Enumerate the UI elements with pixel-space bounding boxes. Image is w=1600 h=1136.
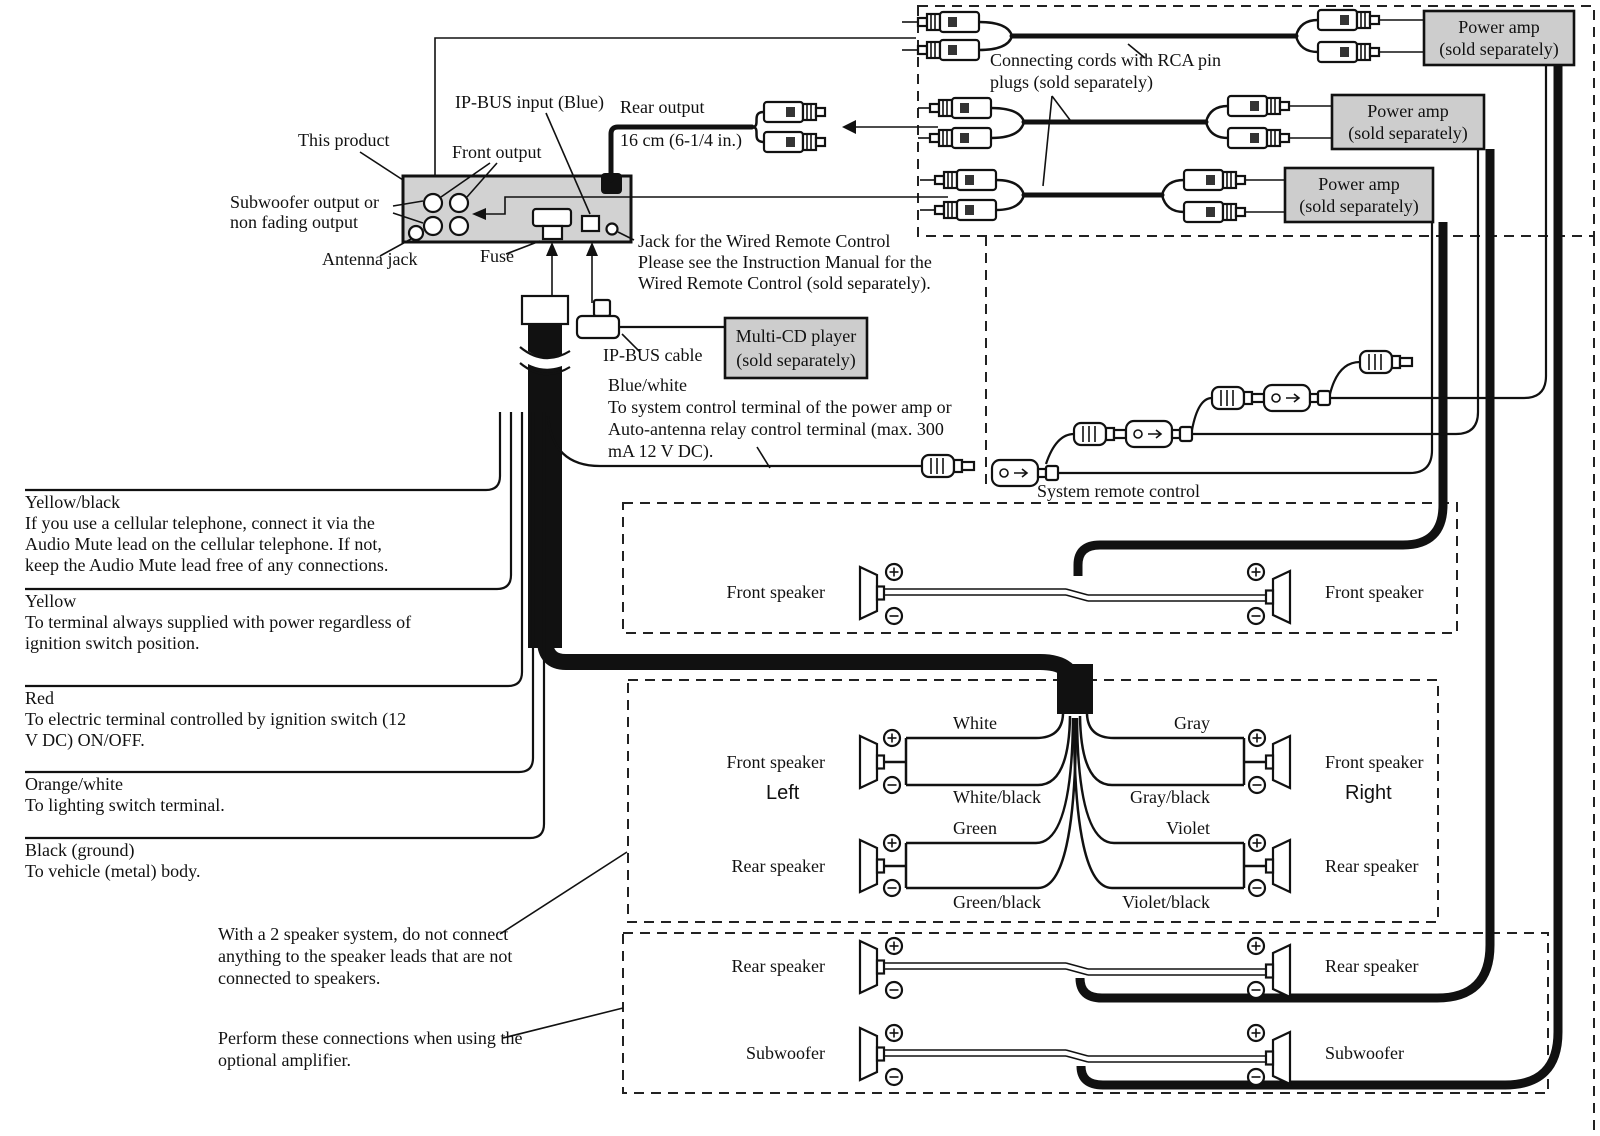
- rca-plug-icon: [764, 132, 825, 152]
- subwoofer-output-label-1: Subwoofer output or: [230, 192, 379, 212]
- rca-plug-icon: [1228, 128, 1289, 148]
- fuse-label: Fuse: [480, 246, 515, 266]
- plus-icon: [886, 938, 902, 954]
- two-speaker-note-3: connected to speakers.: [218, 968, 381, 988]
- speaker-icon: [1266, 1032, 1290, 1084]
- front-speaker-right-label: Front speaker: [1325, 752, 1424, 772]
- lead-name: Orange/white: [25, 774, 123, 794]
- rca-plug-icon: [1228, 96, 1289, 116]
- spade-connector-icon: [1360, 351, 1412, 373]
- harness-connector: [522, 296, 568, 324]
- lead-desc: If you use a cellular telephone, connect it via the: [25, 513, 375, 533]
- subwoofer-output-label-2: non fading output: [230, 212, 358, 232]
- minus-icon: [1249, 777, 1265, 793]
- rca-plug-icon: [1184, 202, 1245, 222]
- rca-plug-icon: [930, 98, 991, 118]
- wire-label-green-black: Green/black: [953, 892, 1041, 912]
- front-output-jack-r: [450, 194, 468, 212]
- minus-icon: [1248, 982, 1264, 998]
- wire-label-violet: Violet: [1166, 818, 1210, 838]
- rca-plug-icon: [918, 12, 979, 32]
- minus-icon: [1248, 608, 1264, 624]
- system-remote-chain: [992, 351, 1412, 501]
- lead-name: Yellow: [25, 591, 77, 611]
- minus-icon: [1248, 1069, 1264, 1085]
- minus-icon: [886, 608, 902, 624]
- subwoofer-left-label: Subwoofer: [746, 1043, 825, 1063]
- lead-desc: keep the Audio Mute lead free of any connections.: [25, 555, 389, 575]
- speaker-icon: [1266, 736, 1290, 788]
- plus-icon: [884, 730, 900, 746]
- rear-speaker-left-label: Rear speaker: [731, 856, 825, 876]
- up-arrow-icon: [586, 242, 598, 256]
- speaker-icon: [860, 736, 884, 788]
- subwoofer-output-jack-r: [450, 217, 468, 235]
- up-arrow-icon: [546, 242, 558, 256]
- minus-icon: [884, 880, 900, 896]
- front-speaker-right-label: Front speaker: [1325, 582, 1424, 602]
- lead-name: Red: [25, 688, 54, 708]
- blue-white-label-1: Blue/white: [608, 375, 687, 395]
- power-amp-3-label-1: Power amp: [1318, 174, 1400, 194]
- plus-icon: [886, 564, 902, 580]
- wired-remote-label-1: Jack for the Wired Remote Control: [638, 231, 891, 251]
- wire-gray: [1087, 714, 1244, 738]
- plus-icon: [1248, 564, 1264, 580]
- blue-white-label-3: Auto-antenna relay control terminal (max. 300: [608, 419, 944, 439]
- left-side-label: Left: [766, 782, 800, 804]
- front-output-jack-l: [424, 194, 442, 212]
- wire-label-white-black: White/black: [953, 787, 1041, 807]
- system-remote-label: System remote control: [1037, 481, 1200, 501]
- speaker-icon: [860, 840, 884, 892]
- head-unit-labels: [230, 92, 932, 294]
- rca-plug-icon: [1318, 42, 1379, 62]
- speaker-icon: [1266, 840, 1290, 892]
- this-product-label: This product: [298, 130, 390, 150]
- minus-icon: [886, 1069, 902, 1085]
- lead-desc: Audio Mute lead on the cellular telephone. If not,: [25, 534, 382, 554]
- wire-label-gray: Gray: [1174, 713, 1210, 733]
- antenna-jack-label: Antenna jack: [322, 249, 418, 269]
- plus-icon: [1248, 938, 1264, 954]
- speaker-cable-bundle: [1057, 664, 1093, 714]
- multi-cd-label-1: Multi-CD player: [735, 326, 857, 346]
- plus-icon: [1248, 1025, 1264, 1041]
- front-speaker-zone: [623, 503, 1457, 633]
- rca-cords-section: [902, 10, 1574, 222]
- rear-output-label: Rear output: [620, 97, 705, 117]
- power-amp-1-label-2: (sold separately): [1439, 39, 1559, 59]
- blue-white-label-4: mA 12 V DC).: [608, 441, 714, 461]
- four-speaker-section: [727, 713, 1424, 912]
- two-speaker-note-1: With a 2 speaker system, do not connect: [218, 924, 509, 944]
- wired-remote-jack: [607, 224, 618, 235]
- rca-plug-icon: [935, 170, 996, 190]
- lead-desc: To terminal always supplied with power regardless of: [25, 612, 412, 632]
- wire-label-gray-black: Gray/black: [1130, 787, 1210, 807]
- spade-connector-icon: [922, 455, 974, 477]
- optional-amp-note-2: optional amplifier.: [218, 1050, 351, 1070]
- subwoofer-right-label: Subwoofer: [1325, 1043, 1404, 1063]
- amp-speaker-section: [732, 938, 1419, 1085]
- wired-remote-label-2: Please see the Instruction Manual for the: [638, 252, 932, 272]
- speaker-icon: [1266, 571, 1290, 623]
- speaker-icon: [860, 941, 884, 993]
- rca-plug-icon: [918, 40, 979, 60]
- two-speaker-note-2: anything to the speaker leads that are not: [218, 946, 513, 966]
- rear-output-split: [752, 112, 764, 142]
- lead-desc: To vehicle (metal) body.: [25, 861, 201, 881]
- rca-plug-icon: [764, 102, 825, 122]
- front-output-label: Front output: [452, 142, 542, 162]
- minus-icon: [884, 777, 900, 793]
- speaker-icon: [860, 1028, 884, 1080]
- rca-plug-icon: [930, 128, 991, 148]
- minus-icon: [1249, 880, 1265, 896]
- power-amp-2-label-2: (sold separately): [1348, 123, 1468, 143]
- optional-amp-note-1: Perform these connections when using the: [218, 1028, 523, 1048]
- spade-connector-icon: [1264, 385, 1330, 411]
- wired-remote-label-3: Wired Remote Control (sold separately).: [638, 273, 931, 293]
- ip-bus-input-label: IP-BUS input (Blue): [455, 92, 605, 112]
- antenna-jack: [409, 226, 423, 240]
- rear-speaker-right-label: Rear speaker: [1325, 956, 1419, 976]
- rca-plug-icon: [935, 200, 996, 220]
- rca-plug-icon: [1318, 10, 1379, 30]
- right-side-label: Right: [1345, 782, 1392, 804]
- lead-desc: V DC) ON/OFF.: [25, 730, 145, 750]
- plus-icon: [1249, 730, 1265, 746]
- left-arrow-icon: [842, 120, 856, 134]
- power-amp-3-label-2: (sold separately): [1299, 196, 1419, 216]
- lead-desc: ignition switch position.: [25, 633, 200, 653]
- rear-speaker-left-label: Rear speaker: [731, 956, 825, 976]
- speaker-icon: [1266, 945, 1290, 997]
- lead-name: Black (ground): [25, 840, 135, 860]
- front-speaker-left-label: Front speaker: [726, 752, 825, 772]
- front-speaker-left-label: Front speaker: [726, 582, 825, 602]
- lead-desc: To electric terminal controlled by ignition switch (12: [25, 709, 407, 729]
- harness-to-speakers: [545, 640, 1075, 712]
- multi-cd-label-2: (sold separately): [736, 350, 856, 370]
- wire-label-white: White: [953, 713, 997, 733]
- speaker-icon: [860, 567, 884, 619]
- rear-speaker-right-label: Rear speaker: [1325, 856, 1419, 876]
- minus-icon: [886, 982, 902, 998]
- ip-bus-cable-label: IP-BUS cable: [603, 345, 703, 365]
- lead-desc: To lighting switch terminal.: [25, 795, 225, 815]
- subwoofer-output-jack-l: [424, 217, 442, 235]
- ip-bus-connector: [577, 300, 619, 338]
- blue-white-label-2: To system control terminal of the power amp or: [608, 397, 952, 417]
- ip-bus-input-port: [582, 216, 599, 231]
- wire-label-violet-black: Violet/black: [1122, 892, 1210, 912]
- power-leads-section: [25, 412, 544, 882]
- spade-connector-icon: [1212, 387, 1264, 409]
- spade-connector-icon: [1126, 421, 1192, 447]
- connecting-cords-label-1: Connecting cords with RCA pin: [990, 50, 1221, 70]
- plus-icon: [884, 835, 900, 851]
- wire-label-green: Green: [953, 818, 997, 838]
- power-amp-1-label-1: Power amp: [1458, 17, 1540, 37]
- plus-icon: [1249, 835, 1265, 851]
- notes-section: [218, 852, 627, 1070]
- rear-output-length-label: 16 cm (6-1/4 in.): [620, 130, 742, 150]
- plus-icon: [886, 1025, 902, 1041]
- lead-wire-yellow-black: [25, 412, 500, 490]
- power-amp-2-label-1: Power amp: [1367, 101, 1449, 121]
- wire-gray-black: [1080, 716, 1244, 785]
- spade-connector-icon: [1074, 423, 1126, 445]
- rca-plug-icon: [1184, 170, 1245, 190]
- lead-name: Yellow/black: [25, 492, 121, 512]
- connecting-cords-label-2: plugs (sold separately): [990, 72, 1153, 92]
